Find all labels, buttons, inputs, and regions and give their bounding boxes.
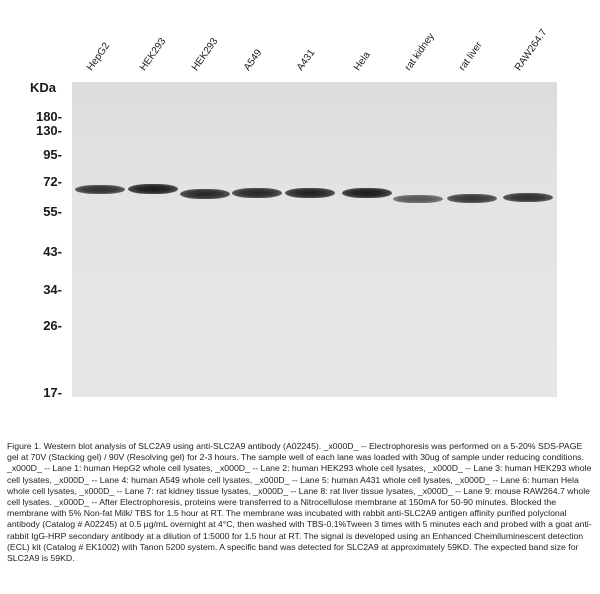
marker-label: 17- (43, 385, 62, 400)
protein-band (75, 185, 125, 194)
figure-caption: Figure 1. Western blot analysis of SLC2A9 using anti-SLC2A9 antibody (A02245). _x000D_ -- Electrophoresis was performed on a 5-20% SDS-PAGE gel at 70V (Stacking gel) / 90V (Resolving gel) for 2-3 hours. The sample well of each lane was loaded with 30ug of sample under reducing conditions. _x000D_ -- Lane 1: human HepG2 whole cell lysates, _x000D_ -- Lane 2: human HEK293 whole cell lysates, _x000D_ -- Lane 3: human HEK293 whole cell lysates, _x000D_ -- Lane 4: human A549 whole cell lysates, _x000D_ -- Lane 5: human A431 whole cell lysates, _x000D_ -- Lane 6: human Hela whole cell lysates, _x000D_ -- Lane 7: rat kidney tissue lysates, _x000D_ -- Lane 8: rat liver tissue lysates, _x000D_ -- Lane 9: mouse RAW264.7 whole cell lysates. _x000D_ -- After Electrophoresis, proteins were transferred to a Nitrocellulose membrane at 150mA for 50-90 minutes. Blocked the membrane with 5% Non-fat Milk/ TBS for 1.5 hour at RT. The membrane was incubated with rabbit anti-SLC2A9 antigen affinity purified polyclonal antibody (Catalog # A02245) at 0.5 μg/mL overnight at 4°C, then washed with TBS-0.1%Tween 3 times with 5 minutes each and probed with a goat anti-rabbit IgG-HRP secondary antibody at a dilution of 1:5000 for 1.5 hour at RT. The signal is developed using an Enhanced Chemiluminescent detection (ECL) kit (Catalog # EK1002) with Tanon 5200 system. A specific band was detected for SLC2A9 at approximately 59KD. The expected band size for SLC2A9 is 59KD. (7, 441, 592, 564)
lane-label: rat liver (456, 39, 485, 73)
lane-label: rat kidney (402, 31, 437, 74)
marker-label: 34- (43, 282, 62, 297)
marker-label: 95- (43, 147, 62, 162)
lane-label: A549 (241, 47, 265, 73)
blot-membrane (72, 82, 557, 397)
lane-label: HEK293 (189, 36, 221, 73)
protein-band (393, 195, 443, 203)
lane-label: HEK293 (137, 36, 169, 73)
protein-band (447, 194, 497, 203)
protein-band (285, 188, 335, 198)
marker-label: 72- (43, 174, 62, 189)
lane-label: A431 (294, 47, 318, 73)
protein-band (232, 188, 282, 198)
kda-unit-label: KDa (30, 80, 57, 95)
protein-band (180, 189, 230, 199)
marker-label: 26- (43, 318, 62, 333)
protein-band (503, 193, 553, 202)
lane-label: HepG2 (84, 40, 113, 73)
marker-label: 130- (35, 123, 62, 138)
lane-label: Hela (351, 49, 373, 73)
marker-label: 180- (35, 109, 62, 124)
lane-label: RAW264.7 (512, 27, 550, 73)
protein-band (128, 184, 178, 194)
marker-label: 43- (43, 244, 62, 259)
protein-band (342, 188, 392, 198)
marker-label: 55- (43, 204, 62, 219)
